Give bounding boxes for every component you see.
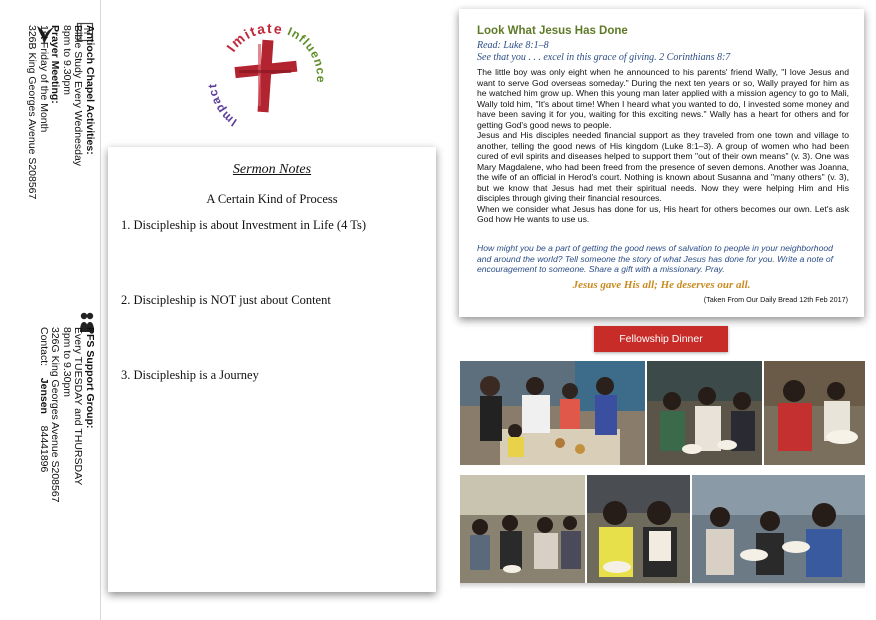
sermon-notes-title: Sermon Notes — [232, 162, 312, 177]
fellowship-photo-3 — [764, 361, 865, 465]
paragraph: Jesus and His disciples needed financial support as they traveled from one town and village to another, telling the good news of His kingdom (Luke 8:1–3). A group of women who had been cured of evil spirits and diseases helped to support them "out of their own means" (v. 3). One was Mary Magdalene, who had been freed from the presence of seven demons. Another was Joanna, the wife of an official in Herod's court. Nothing is known about Susanna and "many others" (v. 3), but we know that Jesus had met their spiritual needs. Now they were helping Him and His disciples through giving their financial resources. — [477, 130, 849, 203]
fellowship-photo-1 — [460, 361, 645, 465]
paragraph: The little boy was only eight when he announced to his parents' friend Wally, "I love Jesus and want to serve God overseas someday." During the next ten years or so, Wally prayed for him as he watched him grow up. When this young man later applied with a mission agency to go to Mali, Wally told him, "It's about time! When I heard what you wanted to do, I invested some money and have been saving it for you, waiting for this exciting news." Wally has a heart for others and for getting God's good news to people. — [477, 67, 849, 130]
antioch-activities — [26, 25, 95, 199]
sermon-point-1: 1. Discipleship is about Investment in Life (4 Ts) — [121, 218, 367, 232]
devotional-card — [459, 9, 864, 317]
sermon-point-2: 2. Discipleship is NOT just about Content — [121, 293, 331, 307]
closing-thought: Jesus gave His all; He deserves our all. — [572, 279, 751, 291]
photo-shadow — [460, 583, 865, 589]
sermon-notes-card — [108, 147, 436, 592]
contact-phone: 84441896 — [38, 425, 50, 473]
pfs-support-group — [38, 327, 96, 503]
cross-icon — [235, 40, 298, 113]
pfs-contact — [38, 327, 50, 503]
church-logo — [205, 20, 335, 132]
pfs-time: 8pm to 9.30pm — [61, 327, 73, 398]
logo-word-top: Imitate — [223, 20, 285, 55]
fellowship-photo-6 — [692, 475, 865, 583]
contact-label: Contact: — [38, 327, 50, 367]
pfs-title: PFS Support Group: — [84, 327, 96, 429]
pfs-address: 326G King Georges Avenue S208567 — [49, 327, 62, 503]
key-verse: See that you . . . excel in this grace of giving. 2 Corinthians 8:7 — [477, 52, 731, 63]
antioch-title: Antioch Chapel Activities: — [84, 25, 96, 155]
devotional-body — [477, 67, 849, 225]
antioch-address: 326B King Georges Avenue S208567 — [26, 25, 39, 200]
prayer-meeting-when: 1st Friday of the Month — [38, 25, 50, 133]
strip-divider — [100, 0, 101, 620]
source-credit: (Taken From Our Daily Bread 12th Feb 2017) — [703, 295, 848, 304]
bible-study-time: 8pm to 9.30pm — [61, 25, 73, 96]
reflection-question: How might you be a part of getting the good news of salvation to people in your neighborhood and around the world? Tell someone the story of what Jesus has done for you. Write a note of encouragement to someone. Share a gift with a missionary. Pray. — [477, 243, 834, 274]
sermon-subtitle: A Certain Kind of Process — [206, 192, 338, 206]
scripture-reading: Read: Luke 8:1–8 — [477, 40, 549, 51]
devotional-title: Look What Jesus Has Done — [477, 25, 628, 37]
sermon-point-3: 3. Discipleship is a Journey — [121, 368, 259, 382]
paragraph: When we consider what Jesus has done for us, His heart for others becomes our own. Let's ask God how He wants to use us. — [477, 203, 849, 224]
bible-study-text: Bible Study Every Wednesday — [72, 25, 85, 167]
contact-name: Jensen — [38, 377, 50, 414]
fellowship-photo-5 — [587, 475, 690, 583]
prayer-meeting-title: Prayer Meeting: — [49, 25, 62, 104]
logo-word-left: Impact — [205, 82, 240, 130]
fellowship-photo-2 — [647, 361, 762, 465]
pfs-when: Every TUESDAY and THURSDAY — [72, 327, 85, 486]
fellowship-dinner-button[interactable]: Fellowship Dinner — [594, 326, 728, 352]
logo-word-right: Influence — [285, 24, 329, 84]
fellowship-photo-4 — [460, 475, 585, 583]
left-info-strip — [0, 0, 100, 620]
